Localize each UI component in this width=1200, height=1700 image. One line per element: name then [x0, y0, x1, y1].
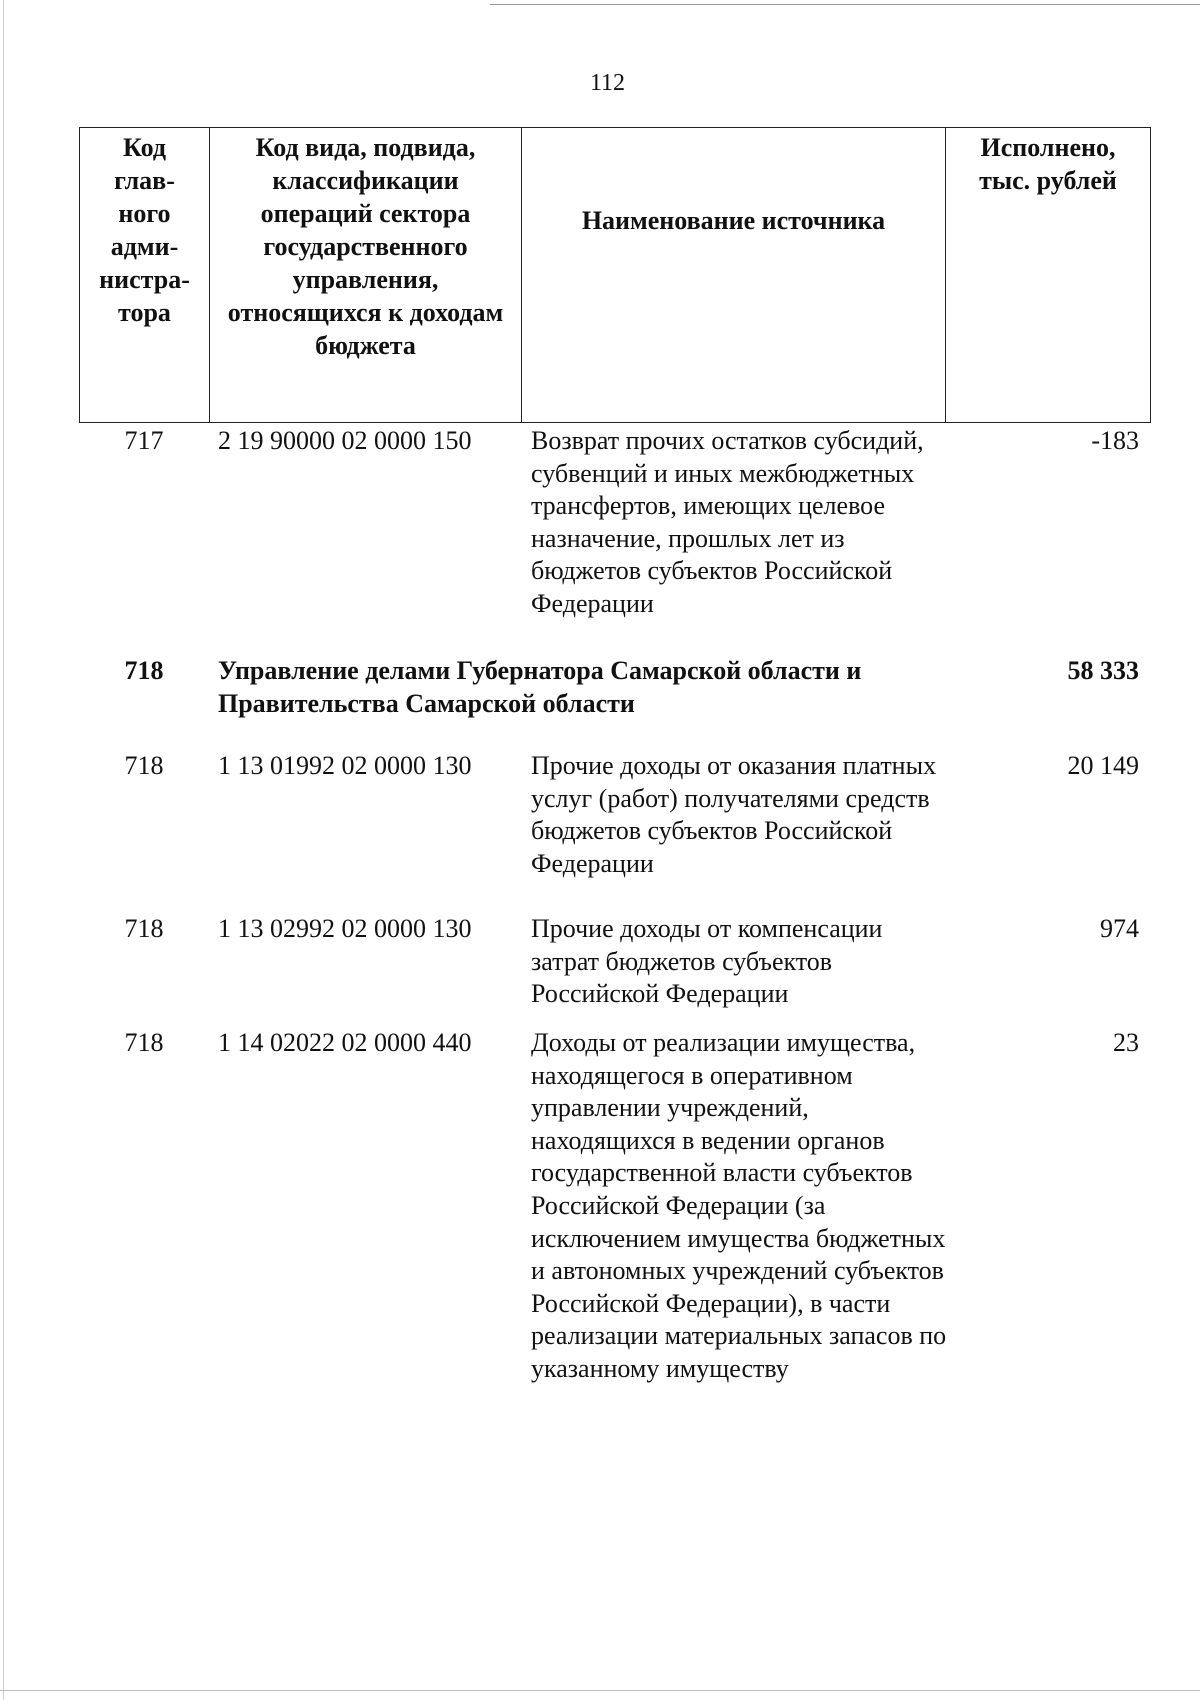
source-name-cell: Прочие доходы от оказания платных услуг (работ) получателями средств бюджетов субъектов Российской Федерации [531, 751, 937, 878]
amount-cell: -183 [1091, 426, 1139, 455]
table-header [79, 127, 1151, 423]
source-name-cell: Прочие доходы от компенсации затрат бюджетов субъектов Российской Федерации [531, 914, 883, 1009]
type-code-cell: 1 13 01992 02 0000 130 [218, 751, 472, 780]
amount-cell: 58 333 [1067, 656, 1139, 685]
header-admin-code-text: Код глав-ного адми-нистра-тора [99, 133, 190, 327]
header-admin-code [80, 128, 210, 423]
amount-cell: 974 [1100, 914, 1139, 943]
header-type-code [210, 128, 522, 423]
type-code-cell: 1 14 02022 02 0000 440 [218, 1028, 472, 1057]
source-name-cell: Возврат прочих остатков субсидий, субвенций и иных межбюджетных трансфертов, имеющих целевое назначение, прошлых лет из бюджетов субъектов Российской Федерации [531, 426, 924, 618]
scan-artifact-left [3, 0, 4, 1700]
type-code-cell: 1 13 02992 02 0000 130 [218, 914, 472, 943]
admin-code-cell: 718 [124, 914, 164, 943]
admin-code-cell: 718 [124, 656, 164, 685]
header-executed-text: Исполнено, тыс. рублей [979, 133, 1117, 195]
administrator-heading: Управление делами Губернатора Самарской области и Правительства Самарской области [218, 656, 862, 718]
source-name-cell: Доходы от реализации имущества, находящегося в оперативном управлении учреждений, находящихся в ведении органов государственной власти субъектов Российской Федерации (за исключением имущества бюджетных и автономных учреждений субъектов Российской Федерации), в части реализации материальных запасов по указанному имуществу [531, 1028, 947, 1383]
scan-artifact-bottom [0, 1690, 1200, 1691]
admin-code-cell: 718 [124, 751, 164, 780]
admin-code-cell: 717 [124, 426, 164, 455]
type-code-cell: 2 19 90000 02 0000 150 [218, 426, 472, 455]
header-executed [946, 128, 1151, 423]
header-source-name [522, 128, 946, 423]
amount-cell: 23 [1113, 1028, 1139, 1057]
amount-cell: 20 149 [1067, 751, 1139, 780]
scan-artifact-top [490, 4, 1200, 5]
header-source-name-text: Наименование источника [581, 205, 886, 235]
header-type-code-text: Код вида, подвида, классификации операций сектора государственного управления, относящихся к доходам бюджета [227, 133, 504, 360]
page-number: 112 [589, 70, 626, 96]
admin-code-cell: 718 [124, 1028, 164, 1057]
